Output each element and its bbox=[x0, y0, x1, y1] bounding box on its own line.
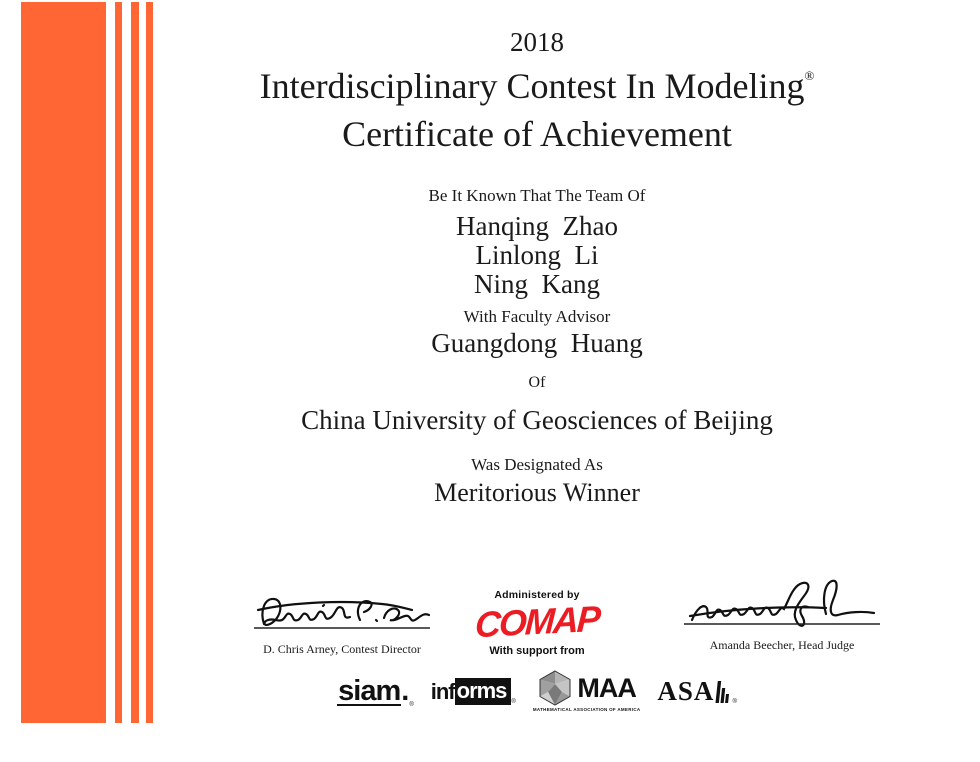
siam-logo-text: siam bbox=[338, 674, 401, 707]
team-member-name: Hanqing Zhao bbox=[456, 211, 618, 241]
team-member-name: Ning Kang bbox=[474, 269, 600, 299]
team-intro-text: Be It Known That The Team Of bbox=[428, 186, 646, 205]
maa-logo-text: MAA bbox=[577, 672, 636, 703]
informs-registered-mark: ® bbox=[511, 698, 516, 705]
head-judge-name: Amanda Beecher, Head Judge bbox=[709, 638, 855, 652]
contest-director-name: D. Chris Arney, Contest Director bbox=[263, 642, 421, 656]
of-label: Of bbox=[528, 374, 546, 391]
administered-by-block bbox=[462, 589, 612, 657]
registered-trademark-mark: ® bbox=[804, 68, 815, 83]
informs-logo-prefix: inf bbox=[430, 678, 455, 704]
maa-logo bbox=[533, 670, 641, 712]
maa-logo-top bbox=[533, 670, 641, 706]
support-from-label: With support from bbox=[489, 645, 585, 657]
designation-text: Meritorious Winner bbox=[434, 478, 640, 507]
designation-intro-text: Was Designated As bbox=[471, 455, 603, 474]
siam-logo bbox=[337, 675, 414, 708]
asa-registered-mark: ® bbox=[732, 698, 737, 705]
advisor-intro-text: With Faculty Advisor bbox=[463, 307, 611, 326]
left-accent-stripe-3 bbox=[146, 2, 153, 723]
left-accent-bar bbox=[21, 2, 106, 723]
comap-logo: COMAP bbox=[474, 597, 601, 646]
advisor-name: Guangdong Huang bbox=[431, 328, 643, 358]
contest-year: 2018 bbox=[510, 27, 564, 57]
asa-logo bbox=[657, 675, 737, 706]
asa-logo-text: ASA bbox=[657, 675, 715, 706]
contest-director-signature bbox=[252, 584, 432, 642]
siam-registered-mark: ® bbox=[409, 701, 414, 708]
left-accent-stripe-2 bbox=[131, 2, 139, 723]
head-judge-signature bbox=[684, 576, 880, 638]
sponsor-logos-row bbox=[94, 670, 980, 712]
certificate-subtitle: Certificate of Achievement bbox=[342, 114, 732, 154]
left-accent-stripe-1 bbox=[115, 2, 122, 723]
contest-title bbox=[94, 66, 980, 106]
contest-title-text: Interdisciplinary Contest In Modeling bbox=[259, 66, 805, 106]
maa-subtitle-text: MATHEMATICAL ASSOCIATION OF AMERICA bbox=[532, 707, 641, 712]
maa-polyhedron-icon bbox=[537, 670, 573, 706]
informs-logo bbox=[431, 678, 516, 705]
signature-block-contest-director bbox=[252, 584, 432, 657]
signature-block-head-judge bbox=[684, 576, 880, 653]
siam-logo-dot: . bbox=[401, 674, 410, 707]
administered-by-label: Administered by bbox=[494, 589, 580, 601]
informs-logo-boxed-text: orms bbox=[455, 678, 512, 705]
institution-name: China University of Geosciences of Beijing bbox=[301, 405, 773, 435]
team-member-name: Linlong Li bbox=[475, 240, 599, 270]
asa-bars-icon bbox=[715, 679, 732, 705]
